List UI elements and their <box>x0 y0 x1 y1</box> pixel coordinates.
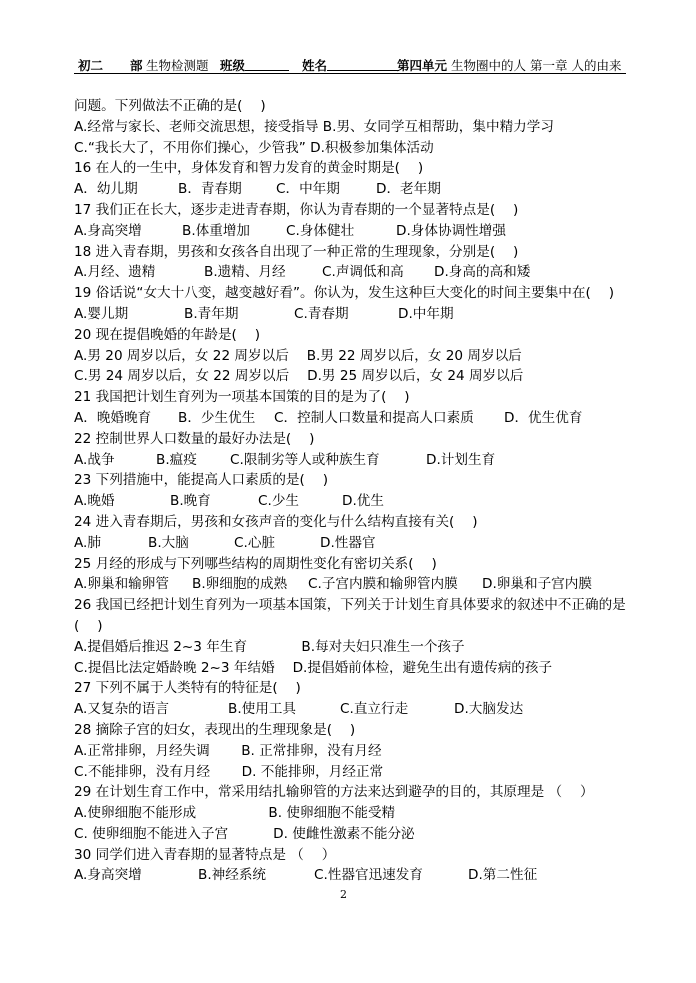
options-24 <box>74 533 630 554</box>
options-18 <box>74 262 630 283</box>
option: C.子宫内膜和输卵管内膜 <box>308 576 458 593</box>
option: C.性器官迅速发育 <box>314 867 423 884</box>
option: B．青春期 <box>178 181 242 198</box>
option-line: C.“我长大了，不用你们操心，少管我” D.积极参加集体活动 <box>74 139 434 156</box>
header-dept: 部 <box>130 58 143 73</box>
options-25 <box>74 574 630 595</box>
option: C．中年期 <box>276 181 340 198</box>
option: A.婴儿期 <box>74 305 129 322</box>
option: A．幼儿期 <box>74 181 138 198</box>
option: B.遗精、月经 <box>204 264 286 281</box>
question-28: 28 摘除子宫的妇女，表现出的生理现象是( ) <box>74 721 356 738</box>
question-27: 27 下列不属于人类特有的特征是( ) <box>74 680 301 697</box>
header-class-label: 班级 <box>220 58 245 74</box>
option-line: C.提倡比法定婚龄晚 2~3 年结婚 D.提倡婚前体检，避免生出有遗传病的孩子 <box>74 659 553 676</box>
option: A.身高突增 <box>74 222 142 239</box>
question-18: 18 进入青春期，男孩和女孩各自出现了一种正常的生理现象，分别是( ) <box>74 243 519 260</box>
option: D．优生优育 <box>504 409 583 426</box>
option: C.身体健壮 <box>286 222 355 239</box>
option: B.卵细胞的成熟 <box>192 576 288 593</box>
option: D.性器官 <box>320 534 376 551</box>
options-19 <box>74 304 630 325</box>
question-list <box>74 96 630 886</box>
question-25: 25 月经的形成与下列哪些结构的周期性变化有密切关系( ) <box>74 555 437 572</box>
question-23: 23 下列措施中，能提高人口素质的是( ) <box>74 472 329 489</box>
options-30 <box>74 865 630 886</box>
question-24: 24 进入青春期后，男孩和女孩声音的变化与什么结构直接有关( ) <box>74 513 478 530</box>
question-26: 26 我国已经把计划生育列为一项基本国策，下列关于计划生育具体要求的叙述中不正确的是( ) <box>74 597 626 634</box>
option-line: C.不能排卵，没有月经 D. 不能排卵，月经正常 <box>74 763 384 780</box>
option-line: A.正常排卵，月经失调 B. 正常排卵，没有月经 <box>74 742 382 759</box>
option: D.计划生育 <box>426 451 496 468</box>
options-23 <box>74 491 630 512</box>
option: D.优生 <box>342 493 384 510</box>
option: C.心脏 <box>234 534 276 551</box>
options-16 <box>74 179 630 200</box>
header-name-label: 姓名 <box>302 58 327 74</box>
option: B.体重增加 <box>182 222 251 239</box>
header-unit: 第四单元 <box>397 58 448 73</box>
option: A.月经、遗精 <box>74 264 156 281</box>
option: D．老年期 <box>376 181 441 198</box>
option: B.晚育 <box>170 493 211 510</box>
option-line: A.使卵细胞不能形成 B. 使卵细胞不能受精 <box>74 805 396 822</box>
option: B.使用工具 <box>228 701 297 718</box>
option: B.瘟疫 <box>156 451 197 468</box>
options-21 <box>74 408 630 429</box>
header-rule <box>74 73 626 74</box>
option: C.限制劣等人或种族生育 <box>230 451 380 468</box>
option-line: A.提倡婚后推迟 2~3 年生育 B.每对夫妇只准生一个孩子 <box>74 638 465 655</box>
option-line: A.男 20 周岁以后，女 22 周岁以后 B.男 22 周岁以后，女 20 周岁以后 <box>74 347 522 364</box>
question-20: 20 现在提倡晚婚的年龄是( ) <box>74 326 261 343</box>
option: A.卵巢和输卵管 <box>74 576 169 593</box>
option: A.战争 <box>74 451 115 468</box>
option: C.少生 <box>258 493 300 510</box>
option: D.身高的高和矮 <box>434 264 531 281</box>
option: D.中年期 <box>398 305 454 322</box>
option: C．控制人口数量和提高人口素质 <box>274 409 474 426</box>
header-subject: 生物检测题 <box>146 58 209 73</box>
question-21: 21 我国把计划生育列为一项基本国策的目的是为了( ) <box>74 389 410 406</box>
question-30: 30 同学们进入青春期的显著特点是 （ ） <box>74 846 336 863</box>
option: A.身高突增 <box>74 867 142 884</box>
header-grade: 初二 <box>78 58 104 73</box>
options-27 <box>74 699 630 720</box>
question-22: 22 控制世界人口数量的最好办法是( ) <box>74 430 315 447</box>
option: B.大脑 <box>148 534 189 551</box>
option: A．晚婚晚育 <box>74 409 152 426</box>
option: A.肺 <box>74 534 101 551</box>
options-17 <box>74 221 630 242</box>
option: D.第二性征 <box>468 867 538 884</box>
option-line: A.经常与家长、老师交流思想，接受指导 B.男、女同学互相帮助，集中精力学习 <box>74 118 554 135</box>
page-number: 2 <box>340 888 347 901</box>
question-17: 17 我们正在长大，逐步走进青春期，你认为青春期的一个显著特点是( ) <box>74 201 519 218</box>
header-unit-title: 生物圈中的人 第一章 人的由来 <box>451 58 622 73</box>
option: C.声调低和高 <box>322 264 404 281</box>
option: D.卵巢和子宫内膜 <box>482 576 592 593</box>
option: D.大脑发达 <box>454 701 524 718</box>
question-16: 16 在人的一生中，身体发育和智力发育的黄金时期是( ) <box>74 160 424 177</box>
option: D.身体协调性增强 <box>396 222 506 239</box>
option: B.青年期 <box>184 305 239 322</box>
option-line: C.男 24 周岁以后，女 22 周岁以后 D.男 25 周岁以后，女 24 周岁以后 <box>74 368 524 385</box>
option: A.又复杂的语言 <box>74 701 169 718</box>
option: A.晚婚 <box>74 493 115 510</box>
option-line: C. 使卵细胞不能进入子宫 D. 使雌性激素不能分泌 <box>74 825 415 842</box>
option: C.直立行走 <box>340 701 409 718</box>
question-29: 29 在计划生育工作中，常采用结扎输卵管的方法来达到避孕的目的，其原理是 （ ） <box>74 784 594 801</box>
option: B．少生优生 <box>178 409 256 426</box>
option: C.青春期 <box>294 305 349 322</box>
options-22 <box>74 450 630 471</box>
question-text: 问题。下列做法不正确的是( ) <box>74 98 266 114</box>
question-19: 19 俗话说“女大十八变，越变越好看”。你认为，发生这种巨大变化的时间主要集中在( ) <box>74 285 615 302</box>
option: B.神经系统 <box>198 867 267 884</box>
